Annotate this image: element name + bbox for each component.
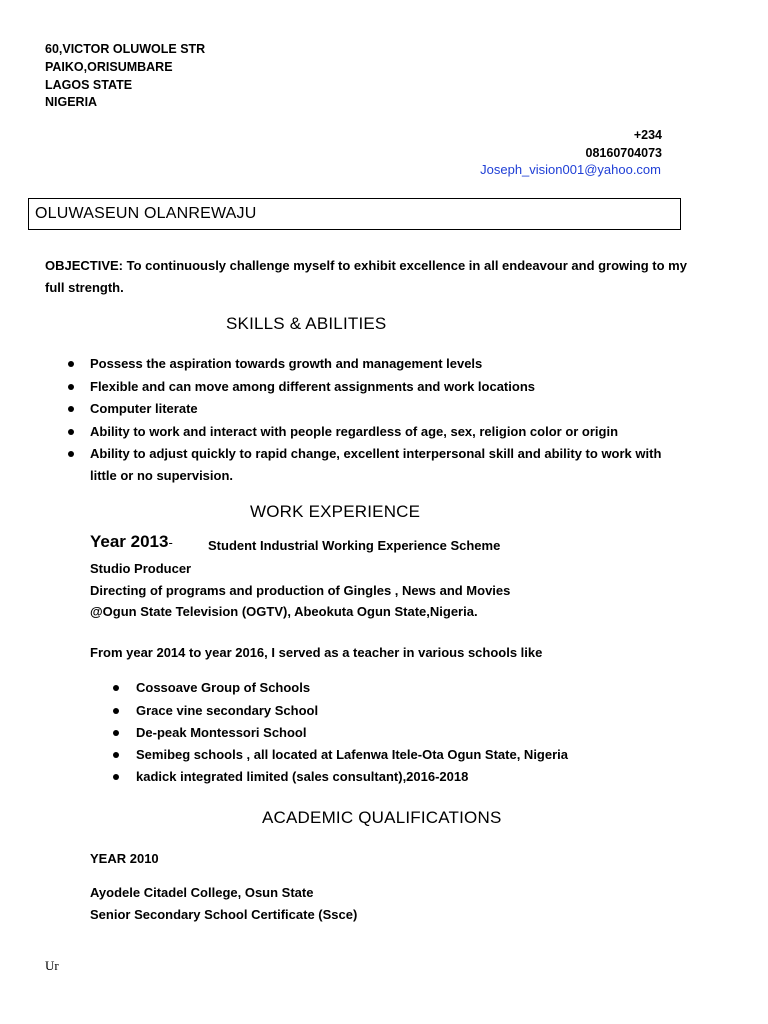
- skill-item: Computer literate: [90, 401, 198, 416]
- skills-heading: SKILLS & ABILITIES: [226, 314, 387, 333]
- address-line-3: LAGOS STATE: [45, 78, 133, 92]
- skill-item: Flexible and can move among different assignments and work locations: [90, 379, 535, 394]
- work-year-dash: -: [168, 535, 173, 550]
- academic-year: YEAR 2010: [90, 851, 159, 866]
- bullet: [68, 361, 74, 367]
- footer-text: Ur: [45, 958, 59, 973]
- academic-certificate: Senior Secondary School Certificate (Ssce): [90, 907, 358, 922]
- school-item: Cossoave Group of Schools: [136, 680, 311, 695]
- objective-line-1: OBJECTIVE: To continuously challenge myself to exhibit excellence in all endeavour and growing to my: [45, 258, 687, 273]
- work-role: Studio Producer: [90, 561, 192, 576]
- work-scheme: Student Industrial Working Experience Scheme: [208, 538, 501, 553]
- address-line-2: PAIKO,ORISUMBARE: [45, 60, 173, 74]
- bullet: [113, 774, 119, 780]
- bullet: [68, 384, 74, 390]
- teacher-intro: From year 2014 to year 2016, I served as a teacher in various schools like: [90, 645, 543, 660]
- school-item: Grace vine secondary School: [136, 703, 319, 718]
- candidate-name: OLUWASEUN OLANREWAJU: [35, 205, 257, 222]
- bullet: [113, 752, 119, 758]
- work-year: [90, 533, 173, 552]
- school-item: kadick integrated limited (sales consultant),2016-2018: [136, 769, 469, 784]
- work-duties: Directing of programs and production of Gingles , News and Movies: [90, 583, 511, 598]
- work-year-label: Year 2013: [90, 532, 169, 551]
- skill-item: Possess the aspiration towards growth and management levels: [90, 356, 483, 371]
- academic-school: Ayodele Citadel College, Osun State: [90, 885, 314, 900]
- skill-item: Ability to adjust quickly to rapid change, excellent interpersonal skill and ability to work with: [90, 446, 662, 461]
- objective-line-2: full strength.: [45, 280, 124, 295]
- bullet: [113, 730, 119, 736]
- bullet: [68, 406, 74, 412]
- skill-item-continued: little or no supervision.: [90, 468, 234, 483]
- academic-heading: ACADEMIC QUALIFICATIONS: [262, 808, 502, 827]
- school-item: Semibeg schools , all located at Lafenwa Itele-Ota Ogun State, Nigeria: [136, 747, 568, 762]
- name-box: [28, 198, 681, 230]
- phone-number: 08160704073: [585, 146, 662, 160]
- skill-item: Ability to work and interact with people regardless of age, sex, religion color or origin: [90, 424, 619, 439]
- country-code: +234: [633, 128, 662, 142]
- bullet: [113, 708, 119, 714]
- address-line-1: 60,VICTOR OLUWOLE STR: [45, 42, 206, 56]
- work-heading: WORK EXPERIENCE: [250, 502, 421, 521]
- email-link[interactable]: Joseph_vision001@yahoo.com: [480, 162, 661, 177]
- school-item: De-peak Montessori School: [136, 725, 307, 740]
- bullet: [68, 429, 74, 435]
- bullet: [68, 451, 74, 457]
- work-place: @Ogun State Television (OGTV), Abeokuta Ogun State,Nigeria.: [90, 604, 478, 619]
- bullet: [113, 685, 119, 691]
- address-line-4: NIGERIA: [45, 95, 98, 109]
